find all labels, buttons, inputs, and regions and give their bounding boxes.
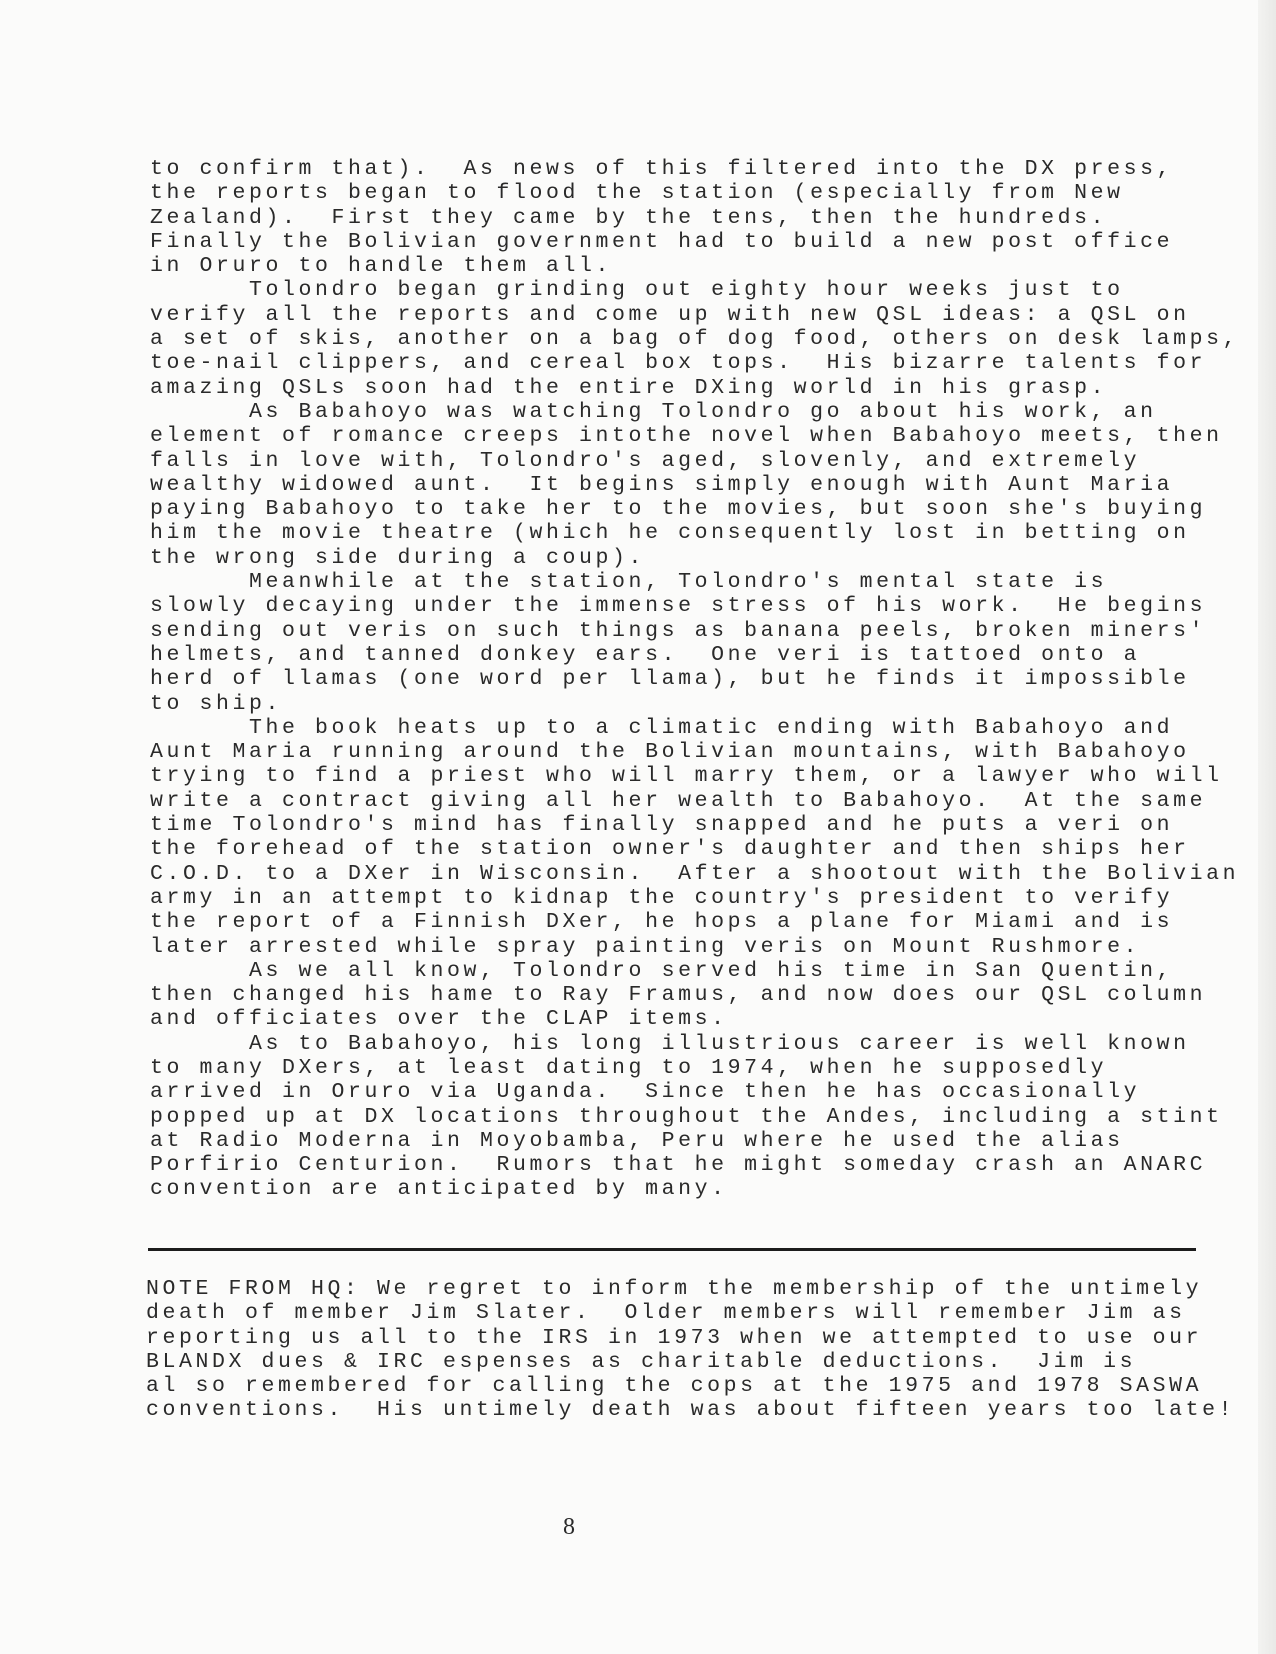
article-line: then changed his hame to Ray Framus, and now does our QSL column (150, 983, 1207, 1008)
page-number: 8 (563, 1514, 576, 1540)
note-line: BLANDX dues & IRC espenses as charitable deductions. Jim is (146, 1349, 1137, 1374)
article-line: C.O.D. to a DXer in Wisconsin. After a shootout with the Bolivian (150, 861, 1240, 886)
note-line: al so remembered for calling the cops at the 1975 and 1978 SASWA (146, 1374, 1203, 1399)
article-line: paying Babahoyo to take her to the movies, but soon she's buying (150, 497, 1207, 522)
article-line: time Tolondro's mind has finally snapped and he puts a veri on (150, 813, 1174, 838)
article-line: a set of skis, another on a bag of dog food, others on desk lamps, (150, 327, 1240, 352)
article-line: verify all the reports and come up with new QSL ideas: a QSL on (150, 302, 1190, 327)
article-line: Tolondro began grinding out eighty hour weeks just to (150, 278, 1124, 303)
article-line: later arrested while spray painting veris on Mount Rushmore. (150, 934, 1141, 959)
article-line: arrived in Oruro via Uganda. Since then he has occasionally (150, 1080, 1141, 1105)
article-line: Porfirio Centurion. Rumors that he might someday crash an ANARC (150, 1153, 1207, 1178)
note-line: reporting us all to the IRS in 1973 when we attempted to use our (146, 1325, 1203, 1350)
article-line: herd of llamas (one word per llama), but he finds it impossible (150, 667, 1190, 692)
article-line: wealthy widowed aunt. It begins simply enough with Aunt Maria (150, 472, 1174, 497)
article-line: The book heats up to a climatic ending with Babahoyo and (150, 715, 1174, 740)
article-line: in Oruro to handle them all. (150, 254, 613, 279)
article-line: to confirm that). As news of this filtered into the DX press, (150, 157, 1174, 181)
article-line: popped up at DX locations throughout the Andes, including a stint (150, 1104, 1223, 1129)
article-line: the forehead of the station owner's daughter and then ships her (150, 837, 1190, 862)
article-line: army in an attempt to kidnap the country's president to verify (150, 885, 1174, 910)
article-line: at Radio Moderna in Moyobamba, Peru where he used the alias (150, 1128, 1124, 1153)
article-line: As we all know, Tolondro served his time in San Quentin, (150, 958, 1174, 983)
article-line: Meanwhile at the station, Tolondro's mental state is (150, 570, 1108, 595)
article-body (150, 157, 1240, 1202)
article-line: the wrong side during a coup). (150, 545, 646, 570)
section-divider (148, 1248, 1196, 1251)
article-line: to ship. (150, 691, 283, 716)
note-from-hq (146, 1277, 1236, 1423)
article-line: trying to find a priest who will marry them, or a lawyer who will (150, 764, 1223, 789)
article-line: the reports began to flood the station (especially from New (150, 181, 1124, 206)
article-line: toe-nail clippers, and cereal box tops. His bizarre talents for (150, 351, 1207, 376)
article-line: amazing QSLs soon had the entire DXing world in his grasp. (150, 375, 1108, 400)
article-line: falls in love with, Tolondro's aged, slovenly, and extremely (150, 448, 1141, 473)
article-line: the report of a Finnish DXer, he hops a plane for Miami and is (150, 910, 1174, 935)
article-line: slowly decaying under the immense stress of his work. He begins (150, 594, 1207, 619)
article-line: him the movie theatre (which he consequently lost in betting on (150, 521, 1190, 546)
article-line: Finally the Bolivian government had to build a new post office (150, 229, 1174, 254)
page-edge-shadow (1258, 0, 1276, 1654)
article-line: and officiates over the CLAP items. (150, 1007, 728, 1032)
article-line: sending out veris on such things as banana peels, broken miners' (150, 618, 1207, 643)
article-line: Aunt Maria running around the Bolivian mountains, with Babahoyo (150, 740, 1190, 765)
article-line: to many DXers, at least dating to 1974, when he supposedly (150, 1055, 1108, 1080)
note-line: conventions. His untimely death was about fifteen years too late! (146, 1398, 1236, 1423)
article-line: Zealand). First they came by the tens, then the hundreds. (150, 205, 1108, 230)
note-line: death of member Jim Slater. Older members will remember Jim as (146, 1301, 1186, 1326)
article-line: helmets, and tanned donkey ears. One veri is tattoed onto a (150, 642, 1141, 667)
article-line: convention are anticipated by many. (150, 1177, 728, 1202)
note-line: NOTE FROM HQ: We regret to inform the membership of the untimely (146, 1277, 1203, 1301)
article-line: write a contract giving all her wealth to Babahoyo. At the same (150, 788, 1207, 813)
article-line: element of romance creeps intothe novel when Babahoyo meets, then (150, 424, 1223, 449)
article-line: As Babahoyo was watching Tolondro go about his work, an (150, 399, 1157, 424)
article-line: As to Babahoyo, his long illustrious career is well known (150, 1031, 1190, 1056)
